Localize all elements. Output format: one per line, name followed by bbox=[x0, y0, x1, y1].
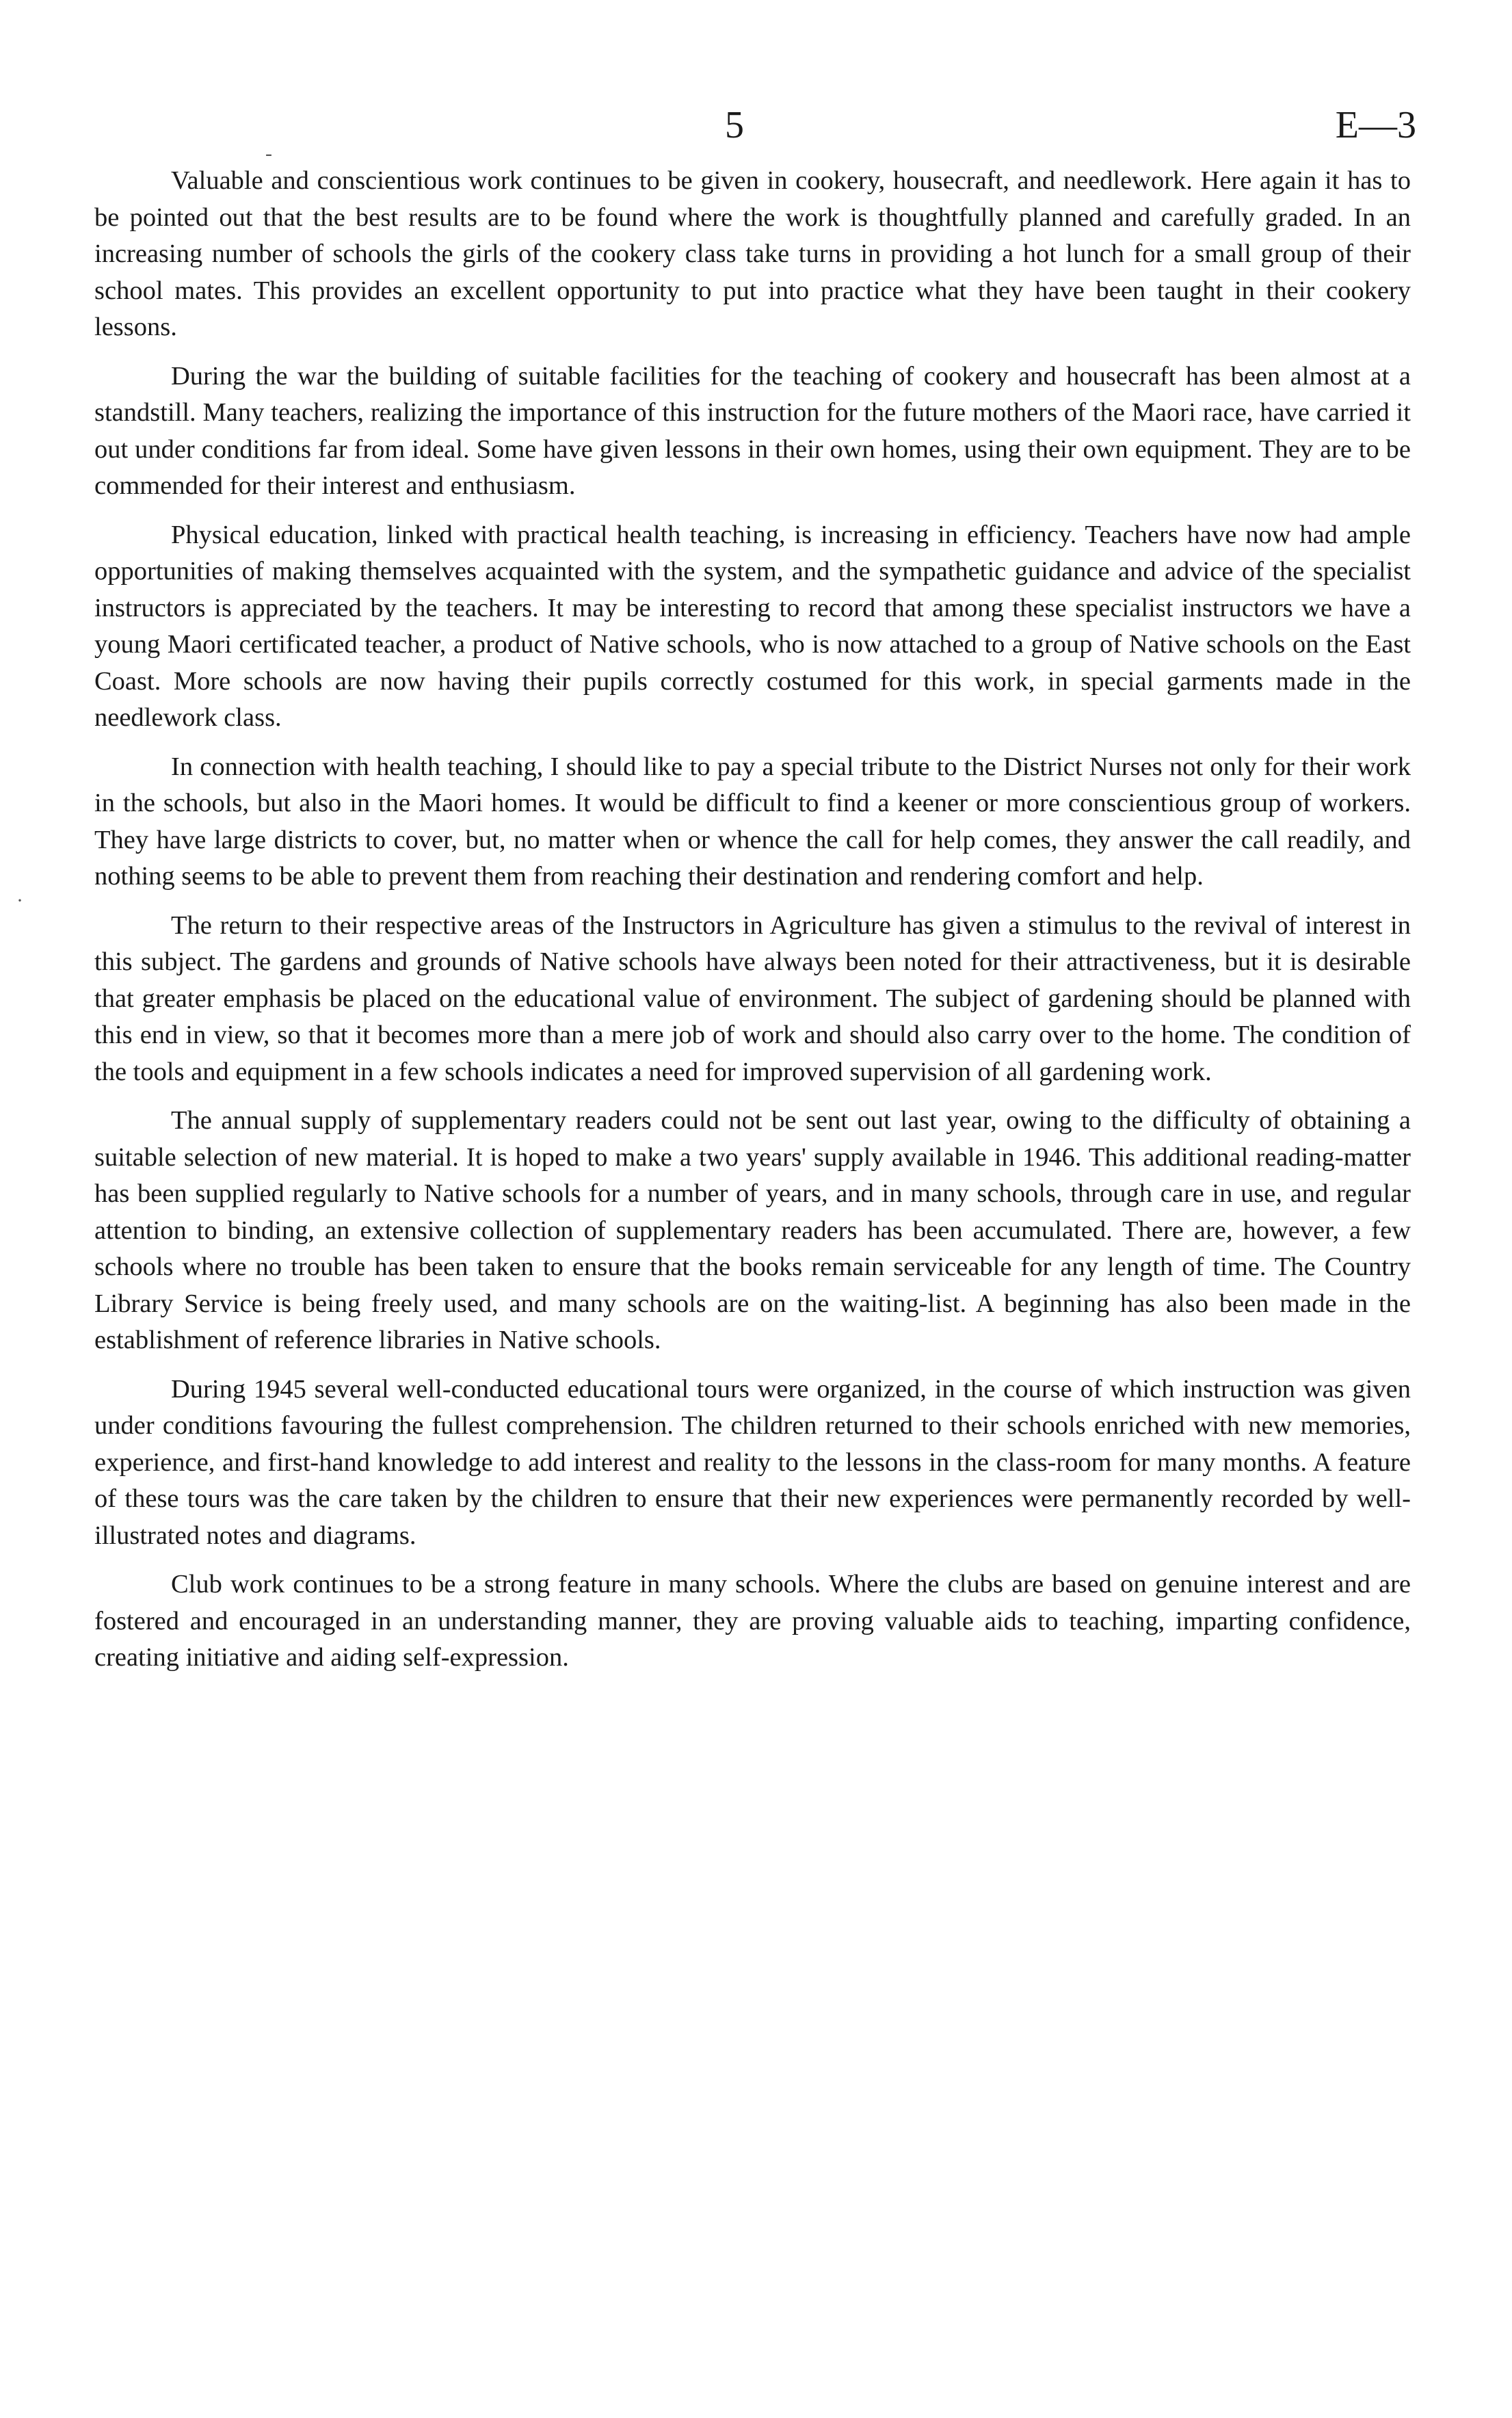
paragraph-agriculture: The return to their respective areas of the Instructors in Agriculture has given a stimulus to the revival of interest in this subject. The gardens and grounds of Native schools have always been noted for their attractiveness, but it is desirable that greater emphasis be placed on the educational value of environment. The subject of gardening should be planned with this end in view, so that it becomes more than a mere job of work and should also carry over to the home. The condition of the tools and equipment in a few schools indicates a need for improved supervision of all gardening work. bbox=[94, 910, 1411, 1086]
paragraph-educational-tours: During 1945 several well-conducted educational tours were organized, in the course of which instruction was given under conditions favouring the fullest comprehension. The children returned to their schools enriched with new memories, experience, and first-hand knowledge to add interest and reality to the lessons in the class-room for many months. A feature of these tours was the care taken by the children to ensure that their new experiences were permanently recorded by well-illustrated notes and diagrams. bbox=[94, 1374, 1411, 1550]
page-number: 5 bbox=[725, 104, 744, 146]
body-text bbox=[94, 163, 1411, 1689]
document-reference: E—3 bbox=[1335, 104, 1416, 146]
paragraph-physical-education: Physical education, linked with practical health teaching, is increasing in efficiency. Teachers have now had ample opportunities of making themselves acquainted with the system, and the sympathetic guidance and advice of the specialist instructors is appreciated by the teachers. It may be interesting to record that among these specialist instructors we have a young Maori certificated teacher, a product of Native schools, who is now attached to a group of Native schools on the East Coast. More schools are now having their pupils correctly costumed for this work, in special garments made in the needlework class. bbox=[94, 520, 1411, 732]
paragraph-cookery: Valuable and conscientious work continues to be given in cookery, housecraft, and needlework. Here again it has to be pointed out that the best results are to be found where the work is thoughtfully planned and carefully graded. In an increasing number of schools the girls of the cookery class take turns in providing a hot lunch for a small group of their school mates. This provides an excellent opportunity to put into practice what they have been taught in their cookery lessons. bbox=[94, 166, 1411, 341]
stray-mark-margin: · bbox=[16, 889, 23, 912]
paragraph-club-work: Club work continues to be a strong feature in many schools. Where the clubs are based on genuine interest and are fostered and encouraged in an understanding manner, they are proving valuable aids to teaching, imparting confidence, creating initiative and aiding self-expression. bbox=[94, 1570, 1411, 1672]
paragraph-district-nurses: In connection with health teaching, I should like to pay a special tribute to the District Nurses not only for their work in the schools, but also in the Maori homes. It would be difficult to find a keener or more conscientious group of workers. They have large districts to cover, but, no matter when or whence the call for help comes, they answer the call readily, and nothing seems to be able to prevent them from reaching their destination and rendering comfort and help. bbox=[94, 752, 1411, 891]
paragraph-war-facilities: During the war the building of suitable facilities for the teaching of cookery and housecraft has been almost at a standstill. Many teachers, realizing the importance of this instruction for the future mothers of the Maori race, have carried it out under conditions far from ideal. Some have given lessons in their own homes, using their own equipment. They are to be commended for their interest and enthusiasm. bbox=[94, 361, 1411, 500]
page-header bbox=[0, 101, 1512, 149]
paragraph-supplementary-readers: The annual supply of supplementary readers could not be sent out last year, owing to the difficulty of obtaining a suitable selection of new material. It is hoped to make a two years' supply available in 1946. This additional reading-matter has been supplied regularly to Native schools for a number of years, and in many schools, through care in use, and regular attention to binding, an extensive collection of supplementary readers has been accumulated. There are, however, a few schools where no trouble has been taken to ensure that the books remain serviceable for any length of time. The Country Library Service is being freely used, and many schools are on the waiting-list. A beginning has also been made in the establishment of reference libraries in Native schools. bbox=[94, 1106, 1411, 1354]
stray-mark-top: - bbox=[265, 142, 272, 165]
